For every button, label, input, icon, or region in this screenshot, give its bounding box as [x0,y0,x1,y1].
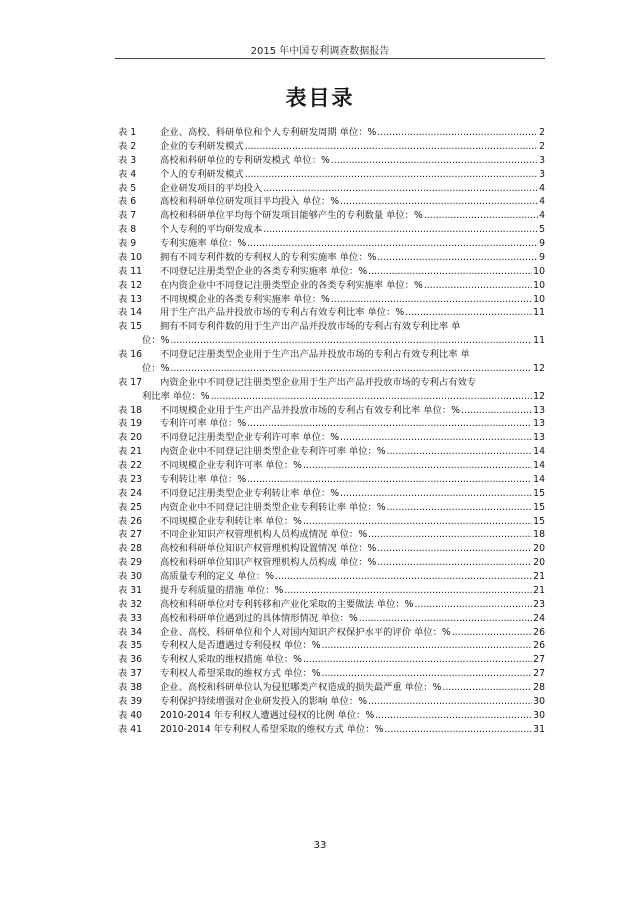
toc-entry-page: 23 [533,598,545,610]
toc-entry-number: 表 21 [118,446,143,458]
dot-leader [340,431,532,445]
toc-entry-page: 12 [533,390,545,402]
toc-entry[interactable] [118,556,545,570]
dot-leader [263,182,538,196]
dot-leader [377,251,538,265]
toc-entry-title: 高校和科研单位知识产权管理机构设置情况 单位：% [160,543,377,555]
toc-entry-number: 表 2 [118,140,137,152]
toc-entry[interactable] [118,639,545,653]
toc-entry-number: 表 34 [118,626,143,638]
toc-entry-page: 13 [533,418,545,430]
toc-entry-page: 15 [533,515,545,527]
toc-entry-number: 表 41 [118,723,143,735]
toc-entry-page: 20 [533,543,545,555]
toc-entry-page: 14 [533,446,545,458]
dot-leader [424,279,532,293]
toc-entry-page: 10 [533,265,545,277]
page-title: 表目录 [285,85,355,110]
toc-entry-page: 26 [533,626,545,638]
toc-entry-number: 表 19 [118,418,143,430]
toc-entry[interactable] [118,223,545,237]
dot-leader [340,195,538,209]
toc-entry[interactable] [118,348,545,362]
toc-entry[interactable] [118,515,545,529]
toc-entry-title: 企业、高校和科研单位认为侵犯哪类产权造成的损失最严重 单位：% [160,682,442,693]
toc-entry[interactable] [118,237,545,251]
dot-leader [170,362,532,376]
toc-entry-number: 表 6 [118,196,137,208]
toc-entry-page: 14 [533,473,545,485]
toc-entry[interactable] [118,126,545,140]
dot-leader [247,473,532,487]
footer-page-number: 33 [313,840,327,851]
toc-entry-page: 9 [539,238,545,249]
toc-entry-page: 14 [533,460,545,471]
dot-leader [405,306,532,320]
toc-entry-number: 表 5 [118,182,137,194]
toc-entry-number: 表 11 [118,265,143,277]
dot-leader [461,404,532,418]
toc-entry[interactable] [118,473,545,487]
toc-entry-page: 27 [533,654,545,666]
dot-leader [375,709,532,723]
dot-leader [368,695,532,709]
toc-entry[interactable] [118,376,545,390]
dot-leader [424,209,538,223]
toc-entry[interactable] [118,695,545,709]
toc-entry[interactable] [118,626,545,640]
dot-leader [377,556,532,570]
toc-entry[interactable] [118,681,545,695]
toc-entry-number: 表 36 [118,654,143,666]
dot-leader [384,723,532,737]
toc-entry[interactable] [118,168,545,182]
toc-entry-number: 表 4 [118,168,137,180]
toc-entry-page: 4 [539,196,545,208]
toc-entry-page: 30 [533,709,545,721]
table-of-contents [118,126,545,737]
toc-entry-page: 2 [539,127,545,138]
toc-entry-page: 18 [533,529,545,541]
toc-entry[interactable] [118,293,545,307]
toc-entry-page: 11 [533,307,545,319]
toc-entry-title: 高校和科研单位遇到过的具体情形情况 单位：% [160,612,358,624]
toc-entry[interactable] [118,265,545,279]
toc-entry[interactable] [118,279,545,293]
dot-leader [170,334,532,348]
toc-entry[interactable] [118,653,545,667]
toc-entry-title-continued: 位：% [142,362,170,374]
toc-entry-page: 4 [539,182,545,194]
toc-entry-number: 表 16 [118,349,143,360]
toc-entry[interactable] [118,723,545,737]
dot-leader [284,584,532,598]
toc-entry-number: 表 15 [118,321,143,333]
toc-entry-number: 表 9 [118,238,137,249]
dot-leader [331,293,532,307]
toc-entry-page: 3 [539,154,545,166]
dot-leader [452,626,532,640]
dot-leader [303,459,532,473]
toc-entry[interactable] [118,306,545,320]
toc-entry-number: 表 8 [118,224,137,236]
toc-entry-title: 企业、高校、科研单位和个人专利研发周期 单位：% [160,127,377,138]
toc-entry[interactable] [118,598,545,612]
toc-entry-page: 21 [533,584,545,596]
dot-leader [303,653,532,667]
toc-entry-title: 专利权人希望采取的维权方式 单位：% [160,668,321,680]
toc-entry-page: 2 [539,140,545,152]
toc-entry-title: 内资企业中不同登记注册类型企业专利许可率 单位：% [160,446,386,458]
toc-entry-title: 企业的专利研发模式 [160,140,244,152]
running-header: 2015 年中国专利调查数据报告 [250,46,390,57]
toc-entry[interactable] [118,251,545,265]
toc-entry-number: 表 23 [118,473,143,485]
dot-leader [211,390,533,404]
toc-entry-page: 26 [533,640,545,652]
toc-entry-continuation[interactable] [118,334,545,348]
toc-entry-title: 在内资企业中不同登记注册类型企业的各类专利实施率 单位：% [160,279,423,291]
toc-entry-title: 内资企业中不同登记注册类型企业专利转让率 单位：% [160,501,386,513]
toc-entry-title: 不同登记注册类型企业的各类专利实施率 单位：% [160,265,368,277]
toc-entry-title: 不同登记注册类型企业专利许可率 单位：% [160,432,340,444]
toc-entry-number: 表 31 [118,584,143,596]
toc-entry-number: 表 25 [118,501,143,513]
toc-entry-page: 13 [533,432,545,444]
toc-entry-title: 用于生产出产品并投放市场的专利占有效专利比率 单位：% [160,307,405,319]
toc-entry[interactable] [118,320,545,334]
toc-entry[interactable] [118,182,545,196]
toc-entry-title: 不同规模企业的各类专利实施率 单位：% [160,293,330,305]
toc-entry[interactable] [118,404,545,418]
toc-entry-number: 表 20 [118,432,143,444]
toc-entry-page: 12 [533,362,545,374]
dot-leader [322,667,533,681]
toc-entry-page: 13 [533,404,545,416]
toc-entry-title: 高校和科研单位对专利转移和产业化采取的主要做法 单位：% [160,598,414,610]
toc-entry-page: 10 [533,293,545,305]
toc-entry-number: 表 28 [118,543,143,555]
toc-entry[interactable] [118,459,545,473]
toc-entry-continuation[interactable] [118,390,545,404]
toc-entry-number: 表 18 [118,404,143,416]
toc-entry-page: 24 [533,612,545,624]
toc-entry-number: 表 40 [118,709,143,721]
toc-entry[interactable] [118,195,545,209]
toc-entry-title: 专利权人是否遭遇过专利侵权 单位：% [160,640,321,652]
toc-entry-number: 表 3 [118,154,137,166]
toc-entry-number: 表 10 [118,251,143,263]
toc-entry-number: 表 26 [118,515,143,527]
toc-entry-page: 10 [533,279,545,291]
toc-entry-page: 31 [533,723,545,735]
toc-entry-page: 20 [533,557,545,569]
toc-entry-title: 个人专利的平均研发成本 [160,224,263,236]
toc-entry-title: 提升专利质量的措施 单位：% [160,584,284,596]
toc-entry-title: 不同规模企业专利许可率 单位：% [160,460,302,471]
toc-entry-number: 表 13 [118,293,143,305]
dot-leader [377,542,532,556]
toc-entry-title: 专利实施率 单位：% [160,238,247,249]
toc-entry-page: 3 [539,168,545,180]
dot-leader [331,154,538,168]
dot-leader [322,639,533,653]
toc-entry-number: 表 32 [118,598,143,610]
toc-entry-number: 表 22 [118,460,143,471]
toc-entry-number: 表 24 [118,487,143,499]
toc-entry-page: 21 [533,571,545,582]
toc-entry-number: 表 29 [118,557,143,569]
toc-entry-title: 不同规模企业专利转让率 单位：% [160,515,302,527]
toc-entry-page: 15 [533,501,545,513]
toc-entry-number: 表 30 [118,571,143,582]
toc-entry[interactable] [118,140,545,154]
toc-entry-title: 专利权人采取的维权措施 单位：% [160,654,302,666]
toc-entry-page: 30 [533,695,545,707]
toc-entry[interactable] [118,570,545,584]
toc-entry[interactable] [118,667,545,681]
toc-entry-title: 2010-2014 年专利权人遭遇过侵权的比例 单位：% [160,709,375,721]
toc-entry-title: 高校和科研单位研发项目平均投入 单位：% [160,196,340,208]
dot-leader [340,487,532,501]
dot-leader [368,265,532,279]
toc-entry-title: 专利保护持续增强对企业研发投入的影响 单位：% [160,695,368,707]
dot-leader [387,501,533,515]
toc-entry-page: 11 [533,335,545,347]
toc-entry-title: 企业研发项目的平均投入 [160,182,263,194]
dot-leader [377,126,538,140]
toc-entry-number: 表 1 [118,127,137,138]
toc-entry-number: 表 38 [118,682,143,693]
toc-entry-number: 表 39 [118,695,143,707]
toc-entry-title: 内资企业中不同登记注册类型企业用于生产出产品并投放市场的专利占有效专 [160,376,477,388]
toc-entry-number: 表 27 [118,529,143,541]
toc-entry[interactable] [118,709,545,723]
toc-entry-title: 2010-2014 年专利权人希望采取的维权方式 单位：% [160,723,384,735]
dot-leader [415,598,533,612]
toc-entry-title: 不同规模企业用于生产出产品并投放市场的专利占有效专利比率 单位：% [160,404,460,416]
toc-entry-number: 表 7 [118,210,137,222]
toc-entry-number: 表 33 [118,612,143,624]
toc-entry-title-continued: 利比率 单位：% [142,390,210,402]
toc-entry-page: 28 [533,682,545,693]
toc-entry-title: 拥有不同专利件数的用于生产出产品并投放市场的专利占有效专利比率 单 [160,321,461,333]
toc-entry-title: 不同登记注册类型企业用于生产出产品并投放市场的专利占有效专利比率 单 [160,349,470,360]
dot-leader [245,140,538,154]
toc-entry-continuation[interactable] [118,362,545,376]
dot-leader [245,168,538,182]
dot-leader [247,417,532,431]
dot-leader [303,515,532,529]
toc-entry-title-continued: 位：% [142,335,170,347]
toc-entry[interactable] [118,528,545,542]
toc-entry[interactable] [118,501,545,515]
toc-entry-number: 表 35 [118,640,143,652]
toc-entry[interactable] [118,445,545,459]
toc-entry-page: 5 [539,224,545,236]
toc-entry-title: 高校和科研单位平均每个研发项目能够产生的专利数量 单位：% [160,210,423,222]
toc-entry-title: 不同登记注册类型企业专利转让率 单位：% [160,487,340,499]
toc-entry[interactable] [118,487,545,501]
toc-entry[interactable] [118,542,545,556]
header-rule [115,58,545,59]
toc-entry-title: 个人的专利研发模式 [160,168,244,180]
dot-leader [387,445,533,459]
toc-entry[interactable] [118,431,545,445]
dot-leader [442,681,532,695]
toc-entry[interactable] [118,209,545,223]
toc-entry-number: 表 12 [118,279,143,291]
dot-leader [275,570,532,584]
toc-entry-number: 表 14 [118,307,143,319]
toc-entry-title: 企业、高校、科研单位和个人对国内知识产权保护水平的评价 单位：% [160,626,451,638]
toc-entry-title: 专利许可率 单位：% [160,418,247,430]
toc-entry-page: 9 [539,251,545,263]
toc-entry[interactable] [118,612,545,626]
dot-leader [263,223,538,237]
toc-entry-page: 15 [533,487,545,499]
toc-entry-title: 高校和科研单位知识产权管理机构人员构成 单位：% [160,557,377,569]
toc-entry[interactable] [118,154,545,168]
toc-entry-title: 专利转让率 单位：% [160,473,247,485]
dot-leader [368,528,532,542]
toc-entry-title: 高质量专利的定义 单位：% [160,571,275,582]
toc-entry-number: 表 17 [118,376,143,388]
toc-entry-number: 表 37 [118,668,143,680]
toc-entry-page: 27 [533,668,545,680]
toc-entry-title: 不同企业知识产权管理机构人员构成情况 单位：% [160,529,368,541]
dot-leader [247,237,538,251]
toc-entry[interactable] [118,584,545,598]
toc-entry-page: 4 [539,210,545,222]
toc-entry-title: 拥有不同专利件数的专利权人的专利实施率 单位：% [160,251,377,263]
toc-entry-title: 高校和科研单位的专利研发模式 单位：% [160,154,330,166]
dot-leader [359,612,532,626]
toc-entry[interactable] [118,417,545,431]
